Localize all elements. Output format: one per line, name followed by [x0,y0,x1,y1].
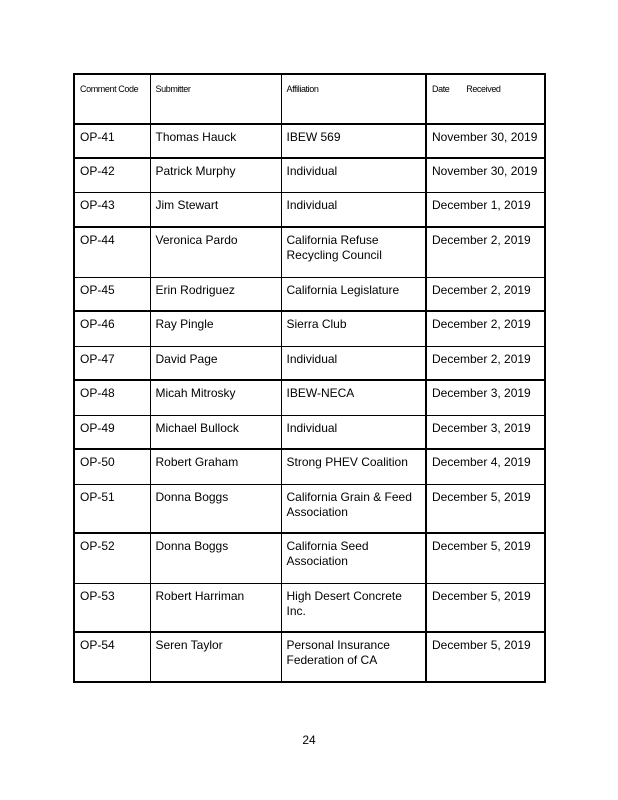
cell-affiliation: California Legislature [281,277,426,311]
cell-date-received: December 2, 2019 [426,311,545,346]
cell-comment-code: OP-41 [74,124,150,158]
header-affiliation: Affiliation [281,74,426,124]
cell-submitter: Michael Bullock [150,415,281,449]
page-number: 24 [302,733,316,747]
cell-comment-code: OP-48 [74,380,150,415]
header-date-received: Date Received [426,74,545,124]
cell-affiliation: Individual [281,415,426,449]
cell-comment-code: OP-46 [74,311,150,346]
cell-submitter: Robert Harriman [150,583,281,632]
cell-comment-code: OP-52 [74,533,150,583]
cell-affiliation: Sierra Club [281,311,426,346]
cell-comment-code: OP-47 [74,346,150,380]
cell-date-received: December 5, 2019 [426,484,545,533]
cell-submitter: Micah Mitrosky [150,380,281,415]
cell-date-received: December 1, 2019 [426,192,545,227]
cell-date-received: December 5, 2019 [426,632,545,682]
cell-affiliation: Individual [281,158,426,192]
cell-date-received: December 2, 2019 [426,227,545,277]
cell-date-received: November 30, 2019 [426,158,545,192]
cell-submitter: Patrick Murphy [150,158,281,192]
cell-submitter: Donna Boggs [150,484,281,533]
table-row [74,583,545,632]
cell-affiliation: IBEW 569 [281,124,426,158]
table-row [74,277,545,311]
cell-date-received: December 3, 2019 [426,415,545,449]
table-row [74,227,545,277]
table-row [74,533,545,583]
cell-comment-code: OP-45 [74,277,150,311]
cell-comment-code: OP-51 [74,484,150,533]
cell-affiliation: Individual [281,346,426,380]
cell-submitter: Donna Boggs [150,533,281,583]
table-row [74,632,545,682]
cell-affiliation: Personal Insurance Federation of CA [281,632,426,682]
table-row [74,484,545,533]
header-row [74,74,545,124]
table-row [74,415,545,449]
cell-comment-code: OP-49 [74,415,150,449]
cell-submitter: Erin Rodriguez [150,277,281,311]
cell-comment-code: OP-50 [74,449,150,484]
table-row [74,311,545,346]
table-row [74,346,545,380]
cell-submitter: Seren Taylor [150,632,281,682]
cell-submitter: Robert Graham [150,449,281,484]
cell-affiliation: Individual [281,192,426,227]
table-row [74,380,545,415]
cell-affiliation: High Desert Concrete Inc. [281,583,426,632]
cell-date-received: December 5, 2019 [426,533,545,583]
cell-comment-code: OP-42 [74,158,150,192]
cell-affiliation: California Seed Association [281,533,426,583]
table-row [74,192,545,227]
cell-comment-code: OP-43 [74,192,150,227]
cell-date-received: December 5, 2019 [426,583,545,632]
cell-submitter: Ray Pingle [150,311,281,346]
cell-comment-code: OP-53 [74,583,150,632]
cell-affiliation: IBEW-NECA [281,380,426,415]
table-row [74,449,545,484]
cell-affiliation: California Refuse Recycling Council [281,227,426,277]
cell-date-received: December 3, 2019 [426,380,545,415]
cell-affiliation: California Grain & Feed Association [281,484,426,533]
cell-submitter: Jim Stewart [150,192,281,227]
table-row [74,158,545,192]
cell-date-received: November 30, 2019 [426,124,545,158]
header-comment-code: Comment Code [74,74,150,124]
cell-submitter: David Page [150,346,281,380]
cell-date-received: December 2, 2019 [426,277,545,311]
header-submitter: Submitter [150,74,281,124]
cell-submitter: Thomas Hauck [150,124,281,158]
cell-date-received: December 4, 2019 [426,449,545,484]
cell-submitter: Veronica Pardo [150,227,281,277]
comments-table [73,73,546,683]
table-row [74,124,545,158]
cell-comment-code: OP-54 [74,632,150,682]
cell-affiliation: Strong PHEV Coalition [281,449,426,484]
cell-date-received: December 2, 2019 [426,346,545,380]
cell-comment-code: OP-44 [74,227,150,277]
